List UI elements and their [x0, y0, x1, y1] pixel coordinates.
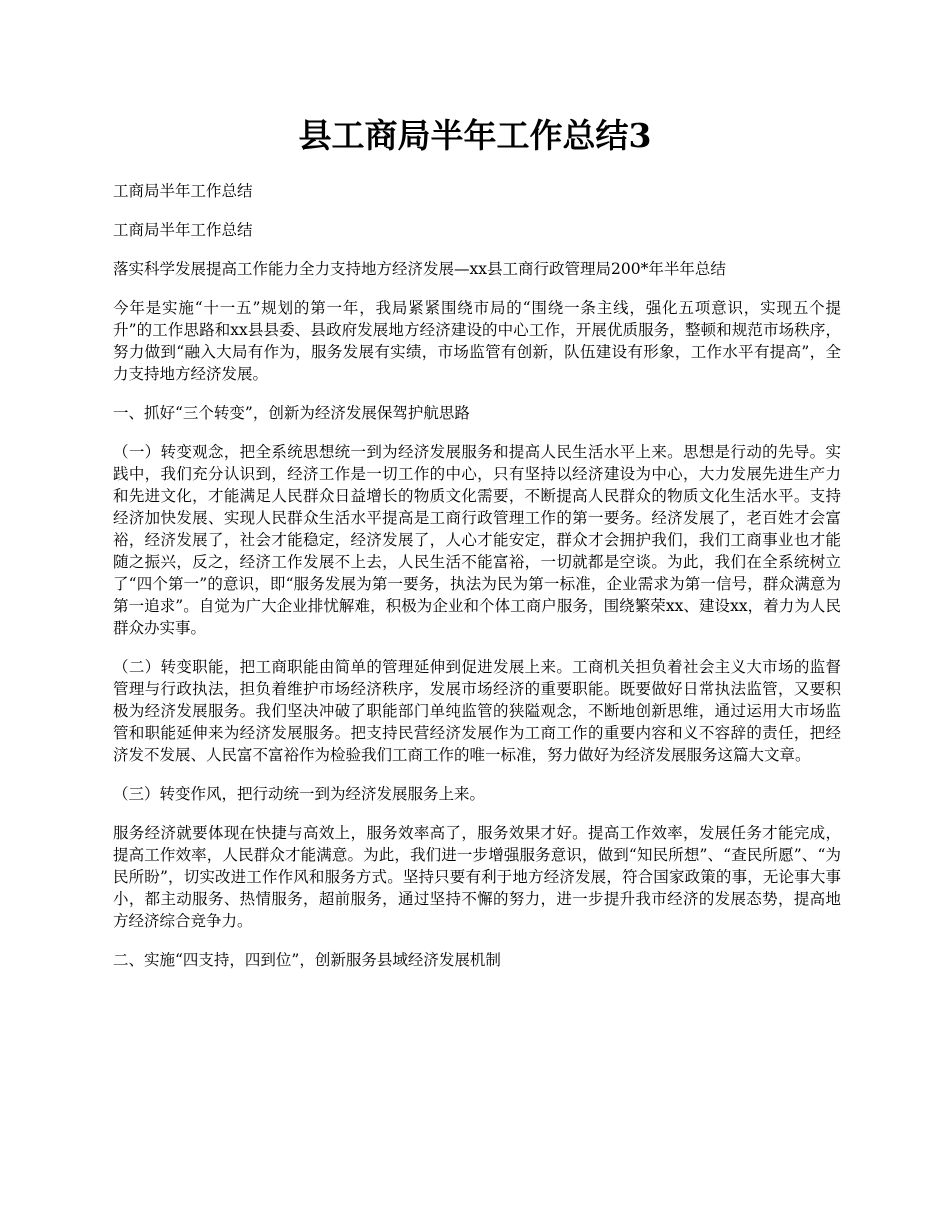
paragraph-item-1: （一）转变观念，把全系统思想统一到为经济发展服务和提高人民生活水平上来。思想是行动的先导。实践中，我们充分认识到，经济工作是一切工作的中心，只有坚持以经济建设为中心，大力发展先进生产力和先进文化，才能满足人民群众日益增长的物质文化需要，不断提高人民群众的物质文化生活水平。支持经济加快发展、实现人民群众生活水平提高是工商行政管理工作的第一要务。经济发展了，老百姓才会富裕，经济发展了，社会才能稳定，经济发展了，人心才能安定，群众才会拥护我们，我们工商事业也才能随之振兴，反之，经济工作发展不上去，人民生活不能富裕，一切就都是空谈。为此，我们在全系统树立了“四个第一”的意识，即“服务发展为第一要务，执法为民为第一标准，企业需求为第一信号，群众满意为第一追求”。自觉为广大企业排忧解难，积极为企业和个体工商户服务，围绕繁荣xx、建设xx，着力为人民群众办实事。 — [113, 443, 841, 637]
paragraph-heading-1: 工商局半年工作总结 — [113, 182, 253, 200]
paragraph-item-2: （二）转变职能，把工商职能由简单的管理延伸到促进发展上来。工商机关担负着社会主义大市场的监督管理与行政执法，担负着维护市场经济秩序，发展市场经济的重要职能。既要做好日常执法监管，又要积极为经济发展服务。我们坚决冲破了职能部门单纯监管的狭隘观念，不断地创新思维，通过运用大市场监管和职能延伸来为经济发展服务。把支持民营经济发展作为工商工作的重要内容和义不容辞的责任，把经济发不发展、人民富不富裕作为检验我们工商工作的唯一标准，努力做好为经济发展服务这篇大文章。 — [113, 658, 841, 764]
document-title: 县工商局半年工作总结3 — [298, 116, 652, 155]
document-body — [113, 180, 841, 988]
paragraph-heading-2: 工商局半年工作总结 — [113, 221, 253, 239]
paragraph-subtitle: 落实科学发展提高工作能力全力支持地方经济发展—xx县工商行政管理局200*年半年总结 — [113, 260, 726, 278]
paragraph-service: 服务经济就要体现在快捷与高效上，服务效率高了，服务效果才好。提高工作效率，发展任务才能完成，提高工作效率，人民群众才能满意。为此，我们进一步增强服务意识，做到“知民所想”、“查民所愿”、“为民所盼”，切实改进工作作风和服务方式。坚持只要有利于地方经济发展，符合国家政策的事，无论事大事小，都主动服务、热情服务，超前服务，通过坚持不懈的努力，进一步提升我市经济的发展态势，提高地方经济综合竞争力。 — [113, 824, 841, 930]
paragraph-item-3: （三）转变作风，把行动统一到为经济发展服务上来。 — [113, 785, 486, 803]
section-heading-2: 二、实施“四支持，四到位”，创新服务县域经济发展机制 — [113, 951, 501, 969]
paragraph-intro: 今年是实施“十一五”规划的第一年，我局紧紧围绕市局的“围绕一条主线，强化五项意识，实现五个提升”的工作思路和xx县县委、县政府发展地方经济建设的中心工作，开展优质服务，整顿和规范市场秩序，努力做到“融入大局有作为，服务发展有实绩，市场监管有创新，队伍建设有形象，工作水平有提高”，全力支持地方经济发展。 — [113, 299, 841, 383]
section-heading-1: 一、抓好“三个转变”，创新为经济发展保驾护航思路 — [113, 404, 470, 422]
